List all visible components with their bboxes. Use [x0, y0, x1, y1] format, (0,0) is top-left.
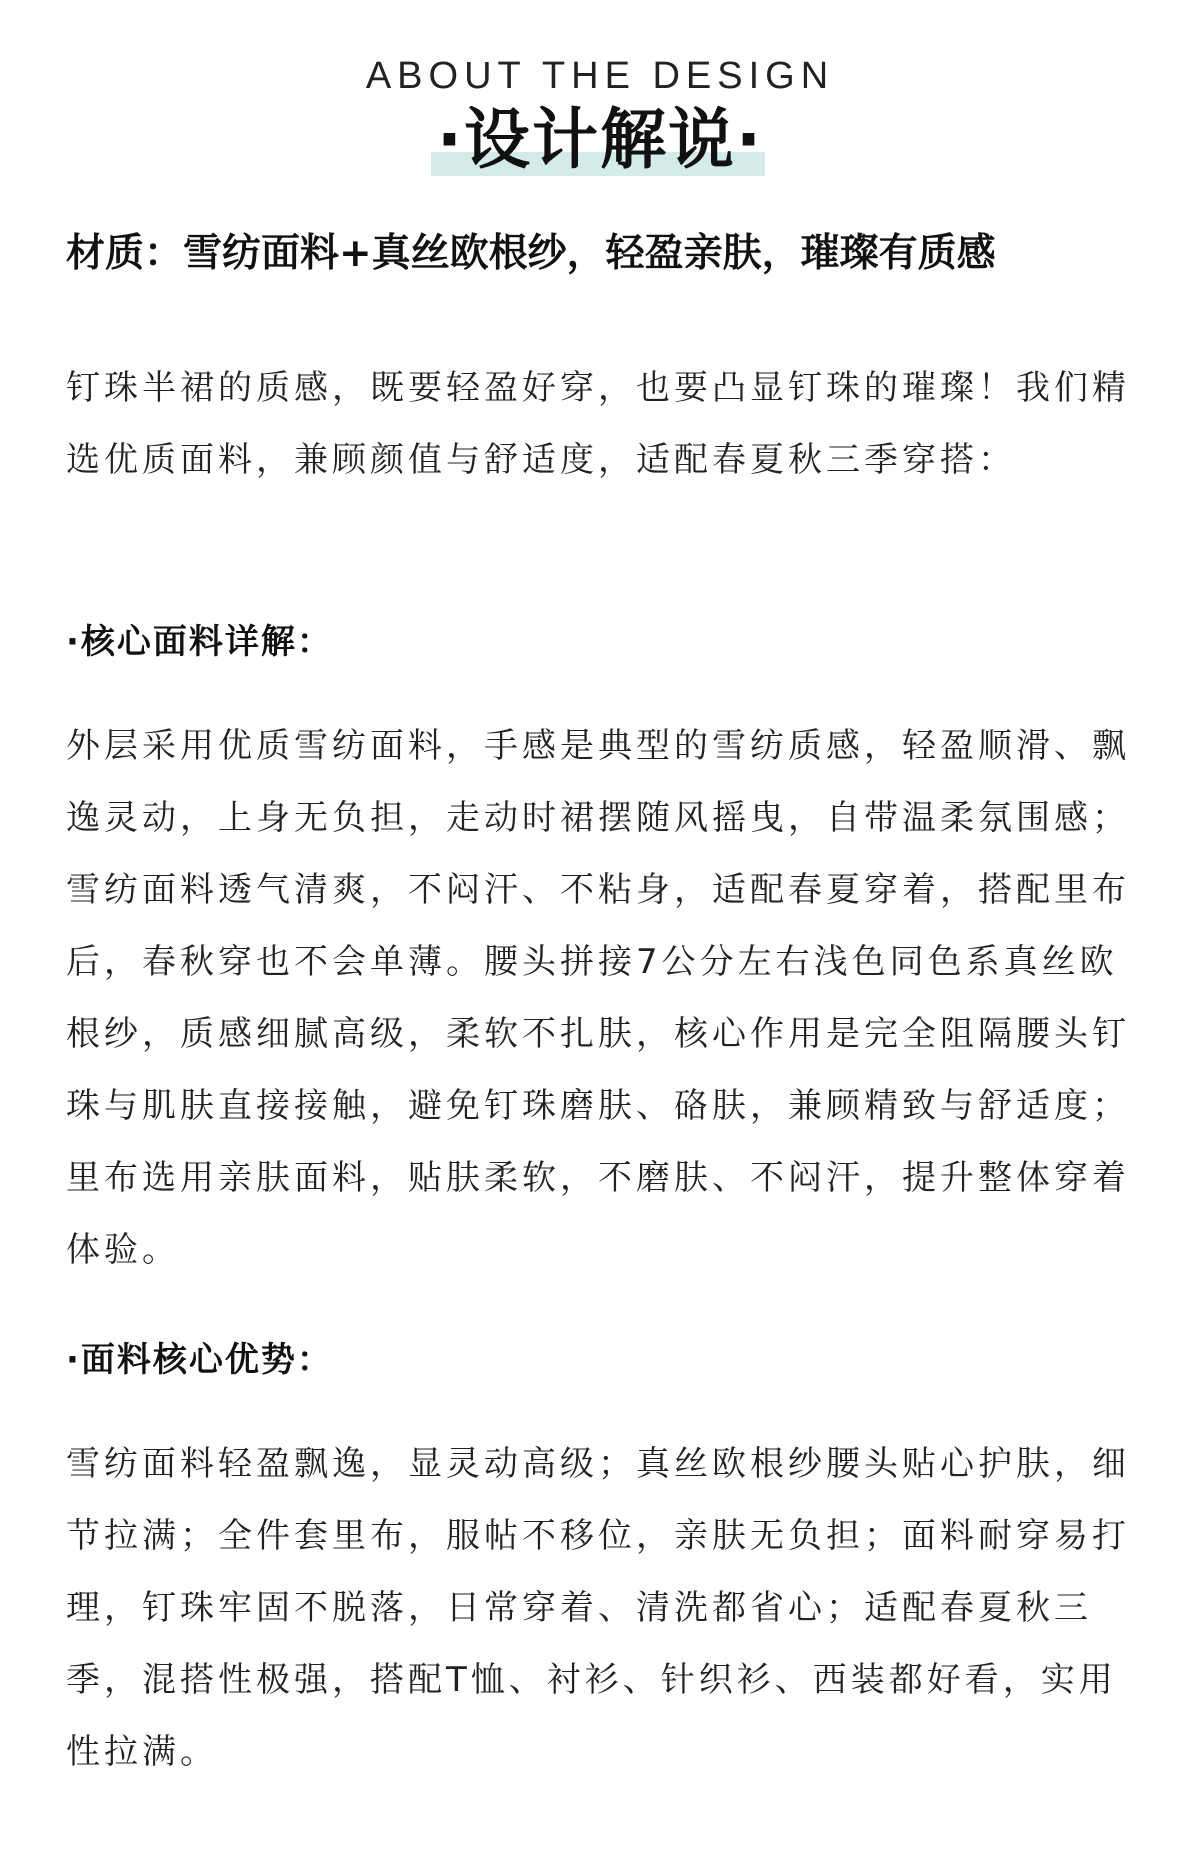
fabric-detail-paragraph: 外层采用优质雪纺面料，手感是典型的雪纺质感，轻盈顺滑、飘逸灵动，上身无负担，走动时裙摆随风摇曳，自带温柔氛围感；雪纺面料透气清爽，不闷汗、不粘身，适配春夏穿着，搭配里布后，春秋穿也不会单薄。腰头拼接7公分左右浅色同色系真丝欧根纱，质感细腻高级，柔软不扎肤，核心作用是完全阻隔腰头钉珠与肌肤直接接触，避免钉珠磨肤、硌肤，兼顾精致与舒适度；里布选用亲肤面料，贴肤柔软，不磨肤、不闷汗，提升整体穿着体验。: [66, 726, 1130, 1270]
title-block: [0, 100, 1200, 180]
section-heading-fabric-advantages: ·面料核心优势：: [66, 1340, 333, 1380]
intro-paragraph: 钉珠半裙的质感，既要轻盈好穿，也要凸显钉珠的璀璨！我们精选优质面料，兼顾颜值与舒适度，适配春夏秋三季穿搭：: [66, 368, 1130, 480]
section-heading-fabric-detail: ·核心面料详解：: [66, 622, 333, 662]
section-eyebrow: ABOUT THE DESIGN: [365, 55, 835, 97]
fabric-advantages-paragraph: 雪纺面料轻盈飘逸，显灵动高级；真丝欧根纱腰头贴心护肤，细节拉满；全件套里布，服帖不移位，亲肤无负担；面料耐穿易打理，钉珠牢固不脱落，日常穿着、清洗都省心；适配春夏秋三季，混搭性极强，搭配T恤、衬衫、针织衫、西装都好看，实用性拉满。: [66, 1444, 1130, 1772]
material-summary: 材质：雪纺面料+真丝欧根纱，轻盈亲肤，璀璨有质感: [66, 231, 996, 276]
page-title: ·设计解说·: [436, 101, 764, 178]
